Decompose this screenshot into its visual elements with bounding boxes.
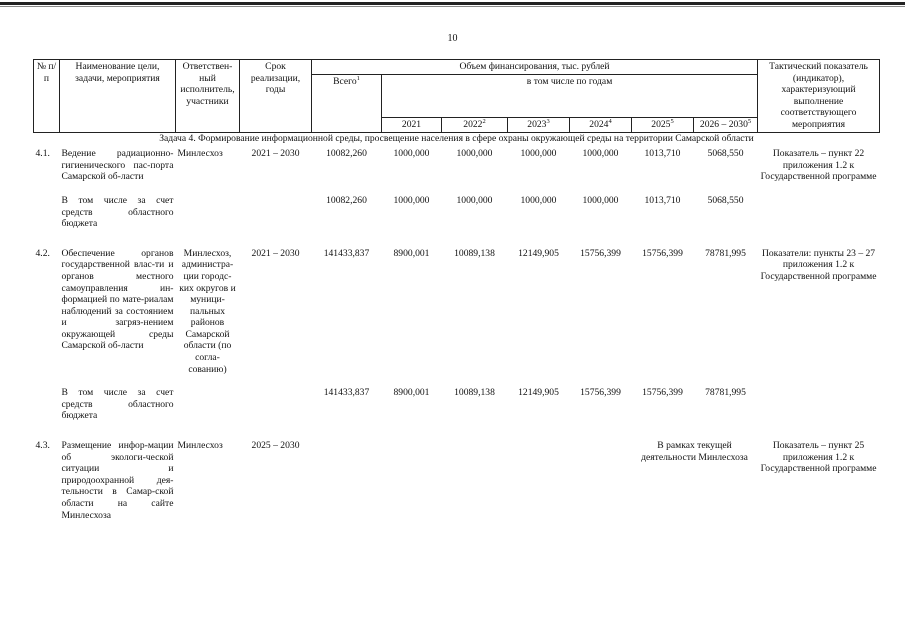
funding-table <box>33 59 880 533</box>
row-2023: 1000,000 <box>520 148 557 160</box>
row-total-empty <box>312 436 382 533</box>
row-2024-empty <box>570 436 632 533</box>
header-year-2025: 2025$^5$ <box>632 117 694 132</box>
row-term <box>240 195 312 244</box>
row-2023: 12149,905 <box>518 387 559 399</box>
row-2022: 1000,000 <box>456 148 493 160</box>
row-2026-2030: 5068,550 <box>707 148 744 160</box>
row-indicator: Показатели: пункты 23 – 27 приложения 1.2 к Государственной программе <box>760 247 877 282</box>
row-2023: 12149,905 <box>518 247 559 259</box>
row-2023-empty <box>508 436 570 533</box>
row-name: В том числе за счет средств областного бюджета <box>61 387 174 422</box>
header-year-2024: 2024$^4$ <box>570 117 632 132</box>
row-2025: 1013,710 <box>644 148 681 160</box>
row-indicator: Показатель – пункт 22 приложения 1.2 к Государственной программе <box>760 148 877 183</box>
row-2026-2030: 78781,995 <box>705 387 746 399</box>
scan-border-line <box>0 6 905 7</box>
header-name: Наименование цели, задачи, мероприятия <box>60 60 176 133</box>
row-2024: 1000,000 <box>582 148 619 160</box>
row-2025: 15756,399 <box>642 387 683 399</box>
row-2022: 10089,138 <box>454 247 495 259</box>
header-term: Срок реализации, годы <box>240 60 312 133</box>
row-name: В том числе за счет средств областного бюджета <box>61 194 174 230</box>
header-funding: Объем финансирования, тыс. рублей <box>312 60 758 75</box>
row-2022-empty <box>442 436 508 533</box>
header-row-1 <box>34 60 880 75</box>
header-num: № п/п <box>34 60 60 133</box>
table-row <box>34 436 880 533</box>
row-term: 2021 – 2030 <box>251 148 300 160</box>
header-year-2023: 2023$^3$ <box>508 117 570 132</box>
row-total: 10082,260 <box>326 194 367 206</box>
table-row <box>34 387 880 436</box>
header-total: Всего$^1$ <box>312 74 382 132</box>
row-name: Обеспечение органов государственной влас-ти и органов местного самоуправления ин-формацией по мате-риалам наблюдений за состоянием и загряз-нением окружающей среды Самарской об-ласти <box>61 247 174 352</box>
row-2026-2030: 78781,995 <box>705 247 746 259</box>
row-2022: 1000,000 <box>456 194 493 206</box>
row-2021: 8900,001 <box>393 247 430 259</box>
row-executor: Минлесхоз, администра-ции городс-ких округов и муници-пальных районов Самарской области (по согла-сованию) <box>179 247 236 375</box>
page-number: 10 <box>447 33 458 44</box>
row-2025: 15756,399 <box>642 247 683 259</box>
task-title: Задача 4. Формирование информационной среды, просвещение населения в сфере охраны окружающей среды на территории Самарской области <box>34 132 880 144</box>
row-num <box>34 387 60 436</box>
table-row <box>34 144 880 195</box>
table-row <box>34 244 880 388</box>
row-indicator: Показатель – пункт 25 приложения 1.2 к Государственной программе <box>760 440 877 475</box>
row-total: 10082,260 <box>326 148 367 160</box>
row-executor <box>176 195 240 244</box>
table-row <box>34 195 880 244</box>
row-executor: Минлесхоз <box>177 148 223 160</box>
row-total: 141433,837 <box>323 387 370 399</box>
row-term: 2021 – 2030 <box>251 247 300 259</box>
header-year-2026-2030: 2026 – 2030$^5$ <box>694 117 758 132</box>
header-year-2021: 2021 <box>382 117 442 132</box>
row-name: Ведение радиационно-гигиенического пас-порта Самарской об-ласти <box>61 148 174 183</box>
row-indicator <box>758 195 880 244</box>
row-2024: 1000,000 <box>582 194 619 206</box>
row-executor <box>176 387 240 436</box>
row-merged-note: В рамках текущей деятельности Минлесхоза <box>641 440 748 463</box>
scan-border-top <box>0 2 905 5</box>
row-2021-empty <box>382 436 442 533</box>
row-num: 4.3. <box>35 440 50 452</box>
row-2026-2030: 5068,550 <box>707 194 744 206</box>
row-2021: 1000,000 <box>393 148 430 160</box>
header-indicator: Тактический показатель (индикатор), характеризующий выполнение соответствующего мероприятия <box>758 60 880 133</box>
row-num: 4.1. <box>35 148 50 160</box>
row-term <box>240 387 312 436</box>
row-num <box>34 195 60 244</box>
row-2021: 8900,001 <box>393 387 430 399</box>
row-term: 2025 – 2030 <box>251 440 300 452</box>
row-indicator <box>758 387 880 436</box>
header-executor: Ответствен-ный исполнитель, участники <box>176 60 240 133</box>
row-name: Размещение инфор-мации об экологи-ческой ситуации и природоохранной дея-тельности в Самар-ской области на сайте Минлесхоза <box>61 440 174 521</box>
header-by-year: в том числе по годам <box>382 74 758 117</box>
header-year-2022: 2022$^2$ <box>442 117 508 132</box>
task-row <box>34 132 880 144</box>
row-executor: Минлесхоз <box>177 440 223 452</box>
row-2021: 1000,000 <box>393 194 430 206</box>
row-2024: 15756,399 <box>580 387 621 399</box>
row-2022: 10089,138 <box>454 387 495 399</box>
row-total: 141433,837 <box>323 247 370 259</box>
row-num: 4.2. <box>35 247 50 259</box>
row-2023: 1000,000 <box>520 194 557 206</box>
row-2025: 1013,710 <box>644 194 681 206</box>
row-2024: 15756,399 <box>580 247 621 259</box>
